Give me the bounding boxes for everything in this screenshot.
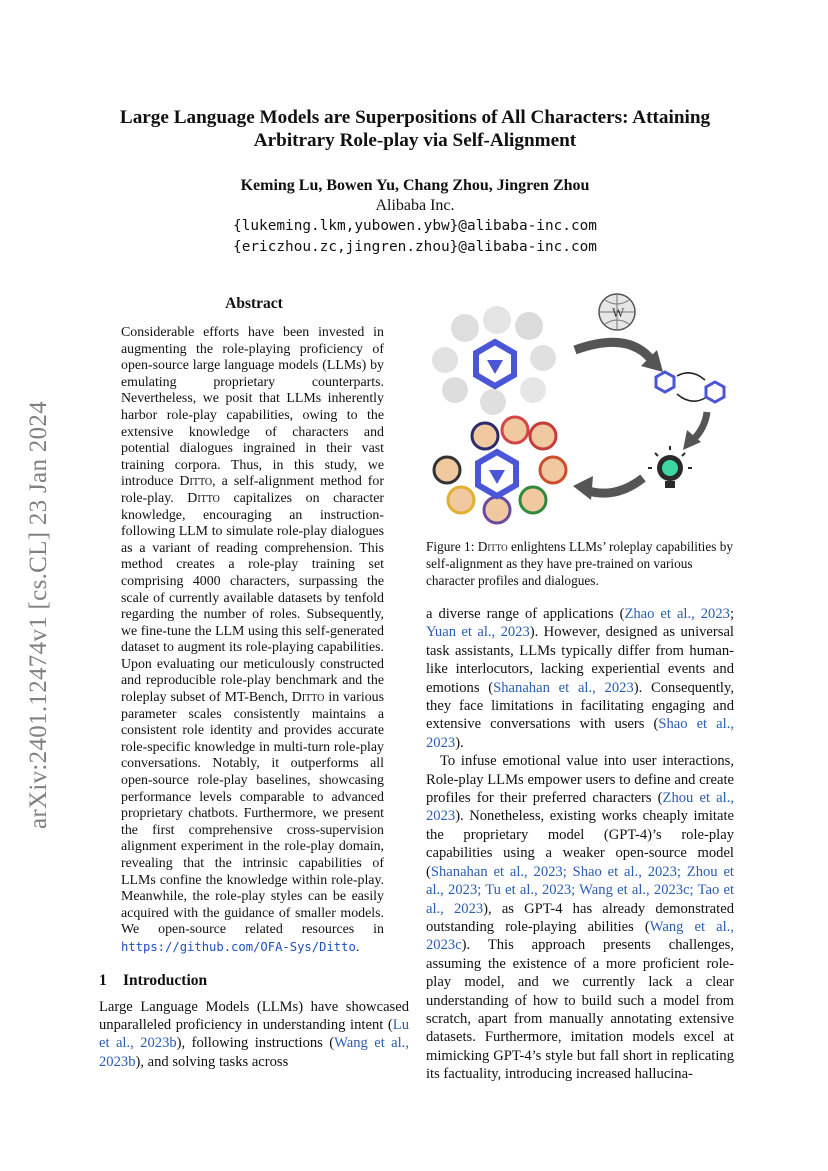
figure-1-caption: Figure 1: Ditto enlightens LLMs’ roleplay capabilities by self-alignment as they have pre-trained on various character profiles and dialogues. xyxy=(426,539,734,588)
wikipedia-globe-icon xyxy=(599,294,635,330)
figure-1-illustration xyxy=(425,290,735,530)
ditto-name: Ditto xyxy=(179,474,213,490)
citation-link[interactable]: Wang et al., 2023c xyxy=(426,918,734,954)
citation-link[interactable]: Lu et al., 2023b xyxy=(99,1017,409,1052)
arxiv-sidebar xyxy=(24,375,54,855)
author-block xyxy=(90,176,740,258)
author-email-1: {lukeming.lkm,yubowen.ybw}@alibaba-inc.com xyxy=(233,218,597,234)
figure-1 xyxy=(425,290,735,530)
flow-arrow-icon xyxy=(575,342,663,372)
section-number: 1 xyxy=(99,972,107,989)
author-affiliation: Alibaba Inc. xyxy=(375,197,455,214)
citation-link[interactable]: Yuan et al., 2023 xyxy=(426,624,530,641)
llm-logo-icon xyxy=(478,452,516,496)
introduction-heading xyxy=(99,972,409,990)
abstract-heading: Abstract xyxy=(225,295,283,312)
flow-arrow-icon xyxy=(683,412,707,450)
author-email-2: {ericzhou.zc,jingren.zhou}@alibaba-inc.com xyxy=(233,239,597,255)
ditto-name: Ditto xyxy=(477,539,508,554)
citation-link[interactable]: Shao et al., 2023 xyxy=(426,716,734,751)
citation-link[interactable]: Zhao et al., 2023 xyxy=(624,606,730,622)
svg-text:W: W xyxy=(612,305,625,320)
title-line-1: Large Language Models are Superpositions of All Characters: Attaining xyxy=(119,107,711,128)
arxiv-identifier: arXiv:2401.12474v1 [cs.CL] 23 Jan 2024 xyxy=(25,400,52,830)
ditto-name: Ditto xyxy=(291,690,325,706)
citation-link[interactable]: Shanahan et al., 2023; Shao et al., 2023; Zhou et al., 2023; Tu et al., 2023; Wang et al., 2023c; Tao et al., 2023 xyxy=(426,863,734,917)
citation-link[interactable]: Zhou et al., 2023 xyxy=(426,790,735,825)
section-title: Introduction xyxy=(123,972,208,989)
lightbulb-icon xyxy=(648,446,692,488)
self-alignment-icon xyxy=(656,372,724,402)
body-paragraph: To infuse emotional value into user interactions, Role-play LLMs empower users to define and create profiles for their preferred characters (Zhou et al., 2023). Nonetheless, existing works cheaply imitate the proprietary model (GPT-4)’s role-play capabilities using a weaker open-source model (Shanahan et al., 2023; Shao et al., 2023; Zhou et al., 2023; Tu et al., 2023; Wang et al., 2023c; Tao et al., 2023), as GPT-4 has already demonstrated outstanding role-playing abilities (Wang et al., 2023c). This approach presents challenges, assuming the existence of a more proficient role-play model, and we currently lack a clear understanding of how to build such a model from scratch, apart from manually annotating extensive datasets. Furthermore, imitation models excel at mimicking GPT-4’s style but fall short in replicating its factuality, introducing increased hallucina- xyxy=(426,753,735,1083)
abstract-text: Considerable efforts have been invested in augmenting the role-playing proficiency of open-source large language models (LLMs) by emulating proprietary counterparts. Nevertheless, we posit that LLMs inherently harbor role-play capabilities, owing to the extensive knowledge of characters and potential dialogues ingrained in their vast training corpora. Thus, in this study, we introduce Ditto, a self-alignment method for role-play. Ditto capitalizes on character knowledge, encouraging an instruction-following LLM to simulate role-play dialogues as a variant of reading comprehension. This method creates a role-play training set comprising 4000 characters, surpassing the scale of currently available datasets by tenfold regarding the number of roles. Subsequently, we fine-tune the LLM using this self-generated dataset to augment its role-playing capabilities. Upon evaluating our meticulously constructed and reproducible role-play benchmark and the roleplay subset of MT-Bench, Ditto in various parameter scales consistently maintains a consistent role identity and provides accurate role-specific knowledge in multi-turn role-play conversations. Notably, it outperforms all open-source role-play baselines, showcasing performance levels comparable to advanced proprietary chatbots. Furthermore, we present the first comprehensive cross-supervision alignment experiment in the role-play domain, revealing that the intrinsic capabilities of LLMs confine the knowledge within role-play. Meanwhile, the role-play styles can be easily acquired with the guidance of smaller models. We open-source related resources in https://github.com/OFA-Sys/Ditto. xyxy=(121,325,384,955)
citation-link[interactable]: Shanahan et al., 2023 xyxy=(493,679,634,696)
title-line-2: Arbitrary Role-play via Self-Alignment xyxy=(253,130,577,151)
paper-title xyxy=(90,106,740,152)
llm-logo-icon xyxy=(476,342,514,386)
citation-link[interactable]: Wang et al., 2023b xyxy=(99,1035,409,1070)
right-column-text xyxy=(426,605,734,1084)
flow-arrow-icon xyxy=(573,476,643,500)
ditto-name: Ditto xyxy=(187,490,220,506)
introduction-paragraph: Large Language Models (LLMs) have showcased unparalleled proficiency in understanding intent (Lu et al., 2023b), following instructions (Wang et al., 2023b), and solving tasks across xyxy=(99,999,409,1070)
body-paragraph: a diverse range of applications (Zhao et al., 2023; Yuan et al., 2023). However, designed as universal task assistants, LLMs typically differ from human-like interlocutors, lacking experiential events and emotions (Shanahan et al., 2023). Consequently, they face limitations in facilitating engaging and extensive conversations with users (Shao et al., 2023). xyxy=(426,606,735,751)
github-link[interactable]: https://github.com/OFA-Sys/Ditto xyxy=(121,939,356,954)
author-names: Keming Lu, Bowen Yu, Chang Zhou, Jingren Zhou xyxy=(240,177,590,194)
